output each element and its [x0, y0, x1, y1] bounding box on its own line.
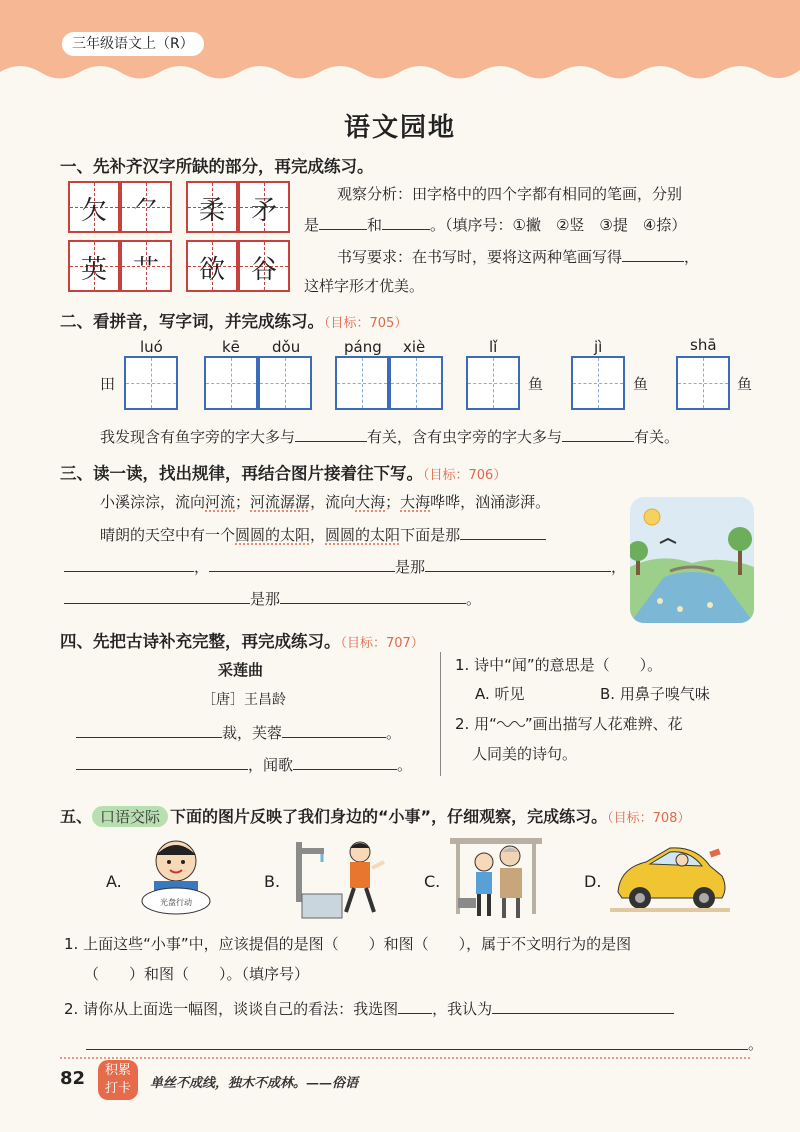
suffix-yu: 鱼 [528, 375, 544, 393]
require-line-2: 这样字形才优美。 [304, 277, 425, 295]
blank[interactable] [622, 246, 684, 262]
picture-label: B. [264, 872, 281, 891]
section-3-heading: 三、读一读，找出规律，再结合图片接着往下写。（目标：706） [60, 464, 507, 483]
blank[interactable] [425, 556, 611, 572]
grid-cell[interactable]: 谷 [238, 240, 290, 292]
blank[interactable] [562, 426, 634, 442]
pinyin: kē [222, 338, 240, 356]
poem-q2-line-1: 2. 用“ ”画出描写人花难辨、花 [455, 715, 683, 733]
grid-cell[interactable] [124, 356, 178, 410]
poem-author: ［唐］王昌龄 [202, 692, 286, 708]
section-5-heading: 五、 口语交际 下面的图片反映了我们身边的“小事”，仔细观察，完成练习。（目标：708） [60, 807, 691, 826]
grid-cell[interactable] [676, 356, 730, 410]
continue-line-2: ， 是那 ， [64, 556, 626, 577]
end-period: 。 [748, 1035, 764, 1053]
poem-q1: 1. 诗中“闻”的意思是（ ）。 [455, 656, 663, 674]
picture-label: C. [424, 872, 441, 891]
picture-a-clean-plate [130, 835, 224, 921]
grid-cell[interactable]: 欲 [186, 240, 238, 292]
blank[interactable] [398, 998, 432, 1014]
grid-cell[interactable] [466, 356, 520, 410]
prefix-tian: 田 [100, 375, 116, 393]
page-number: 82 [60, 1068, 86, 1089]
pattern-line: 小溪淙淙，流向河流；河流潺潺，流向大海；大海哗哗，汹涌澎湃。 [100, 493, 551, 511]
blank[interactable] [209, 556, 395, 572]
grid-cell[interactable] [258, 356, 312, 410]
blank[interactable] [76, 722, 222, 738]
picture-label: A. [106, 872, 122, 891]
landscape-picture [630, 497, 754, 623]
grid-cell[interactable] [204, 356, 258, 410]
blank[interactable] [460, 524, 546, 540]
blank[interactable] [319, 214, 367, 230]
grid-cell[interactable]: ⺈ [120, 181, 172, 233]
picture-d-car-littering [610, 838, 730, 918]
s5-q2-line-1: 2. 请你从上面选一幅图，谈谈自己的看法：我选图 ，我认为 [64, 998, 674, 1019]
continue-line-3: 是那 。 [64, 588, 481, 609]
pinyin: lǐ [489, 338, 498, 356]
grid-cell[interactable]: 艹 [120, 240, 172, 292]
sign-text: 光盘行动 [160, 898, 192, 907]
grid-cell[interactable]: 欠 [68, 181, 120, 233]
continue-line-1: 晴朗的天空中有一个圆圆的太阳，圆圆的太阳下面是那 [100, 524, 546, 545]
oral-badge: 口语交际 [92, 806, 168, 827]
section-4-heading: 四、先把古诗补充完整，再完成练习。（目标：707） [60, 632, 424, 651]
pinyin: shā [690, 336, 717, 354]
suffix-yu: 鱼 [737, 375, 753, 393]
poem-line-2: ，闻歌 。 [76, 754, 412, 775]
blank[interactable] [64, 588, 250, 604]
poem-q1-option-a[interactable]: A. 听见 [475, 685, 525, 703]
proverb: 单丝不成线，独木不成林。——俗语 [150, 1076, 359, 1091]
picture-c-offer-seat [446, 832, 546, 924]
grid-cell[interactable]: 柔 [186, 181, 238, 233]
footer-dotted-rule [60, 1057, 750, 1059]
divider [440, 652, 441, 776]
grid-cell[interactable] [335, 356, 389, 410]
grid-cell[interactable] [389, 356, 443, 410]
section-1-heading: 一、先补齐汉字所缺的部分，再完成练习。 [60, 157, 374, 176]
pinyin: luó [140, 338, 163, 356]
pinyin: dǒu [272, 338, 301, 356]
blank[interactable] [293, 754, 397, 770]
picture-label: D. [584, 872, 602, 891]
blank[interactable] [295, 426, 367, 442]
suffix-yu: 鱼 [633, 375, 649, 393]
pinyin: jì [594, 338, 603, 356]
book-label: 三年级语文上（R） [62, 32, 204, 56]
poem-line-1: 裁，芙蓉 。 [76, 722, 401, 743]
picture-b-running-tap [288, 832, 388, 924]
poem-title: 采莲曲 [218, 661, 264, 679]
poem-q2-line-2: 人同美的诗句。 [472, 745, 578, 763]
blank[interactable] [76, 754, 248, 770]
blank[interactable] [382, 214, 430, 230]
analysis-line-1: 观察分析：田字格中的四个字都有相同的笔画，分别 [337, 185, 683, 203]
blank[interactable] [282, 722, 386, 738]
blank[interactable] [64, 556, 194, 572]
require-line-1: 书写要求：在书写时，要将这两种笔画写得 ， [337, 248, 700, 266]
find-line: 我发现含有鱼字旁的字大多与 有关，含有虫字旁的字大多与 有关。 [100, 428, 680, 446]
answer-line[interactable] [86, 1049, 748, 1050]
s5-q1-line-1: 1. 上面这些“小事”中，应该提倡的是图（ ）和图（ ），属于不文明行为的是图 [64, 935, 632, 953]
accumulate-badge: 积累 打卡 [98, 1060, 138, 1100]
poem-q1-option-b[interactable]: B. 用鼻子嗅气味 [600, 685, 710, 703]
grid-cell[interactable] [571, 356, 625, 410]
analysis-line-2: 是 和 。（填序号：①撇 ②竖 ③提 ④捺） [304, 216, 687, 234]
section-2-heading: 二、看拼音，写字词，并完成练习。（目标：705） [60, 312, 408, 331]
s5-q1-line-2: （ ）和图（ ）。（填序号） [84, 965, 310, 983]
wavy-line-icon [497, 719, 525, 729]
pinyin: páng [344, 338, 382, 356]
page-title: 语文园地 [343, 113, 456, 143]
pinyin: xiè [403, 338, 426, 356]
blank[interactable] [492, 998, 674, 1014]
grid-cell[interactable]: 矛 [238, 181, 290, 233]
blank[interactable] [280, 588, 466, 604]
grid-cell[interactable]: 英 [68, 240, 120, 292]
